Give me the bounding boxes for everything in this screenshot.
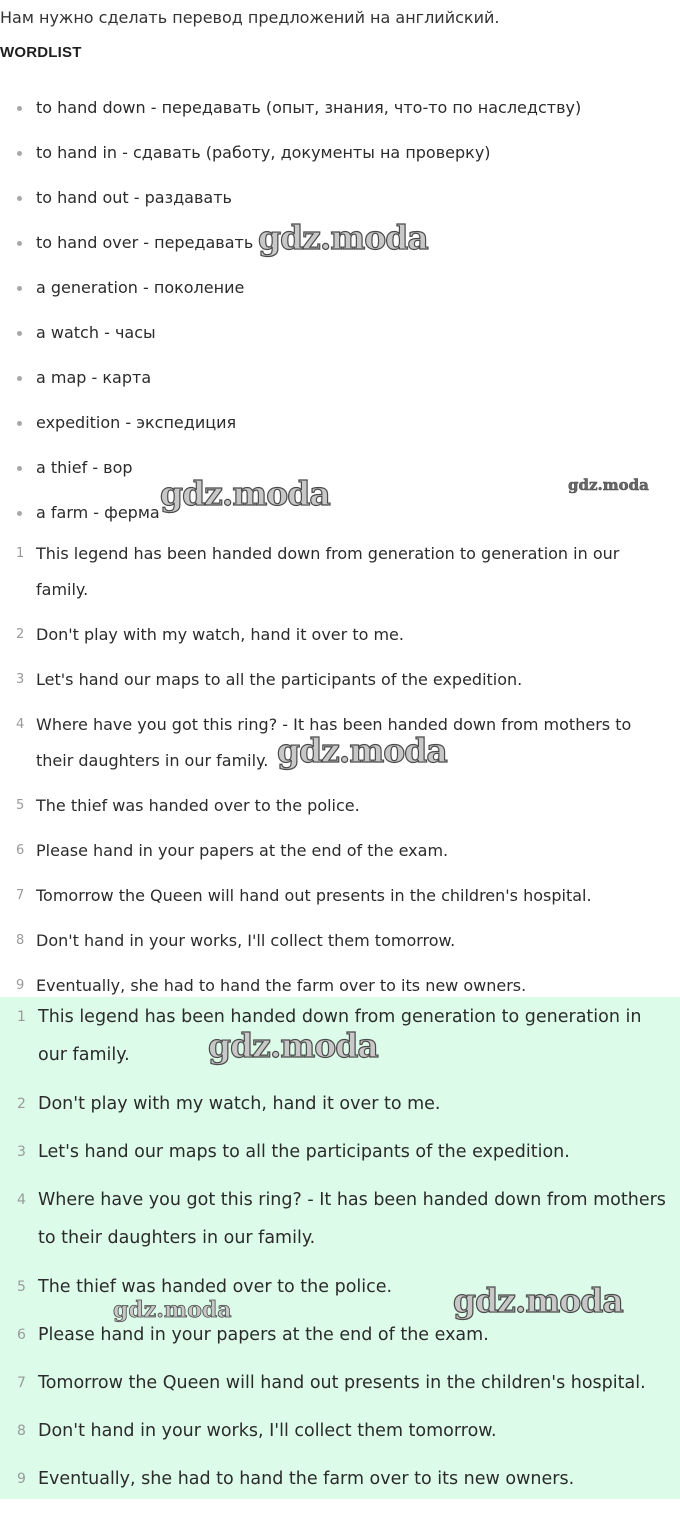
answer-text: Please hand in your papers at the end of the exam. [38,1325,489,1345]
sentence-item [0,878,680,923]
intro-text: Нам нужно сделать перевод предложений на английский. [0,8,500,27]
answer-item [0,1460,680,1508]
wordlist-item [0,186,581,231]
sentence-number: 3 [16,672,25,687]
bullet-icon [17,376,22,381]
answer-number: 5 [17,1279,26,1295]
answer-number: 4 [17,1192,26,1208]
wordlist-item-text: a generation - поколение [36,278,245,297]
sentence-text: Please hand in your papers at the end of the exam. [36,841,449,860]
answer-item [0,1316,680,1364]
sentence-number: 8 [16,933,25,948]
sentence-text: Don't play with my watch, hand it over to me. [36,625,404,644]
bullet-icon [17,106,22,111]
wordlist-item [0,366,581,411]
answer-item [0,1364,680,1412]
wordlist-item [0,96,581,141]
answer-number: 1 [17,1009,26,1025]
sentence-item [0,923,680,968]
wordlist-item [0,141,581,186]
answer-text: Where have you got this ring? - It has been handed down from mothers to their daughters in our family. [38,1190,666,1248]
wordlist-item-text: expedition - экспедиция [36,413,237,432]
answer-text: Eventually, she had to hand the farm over to its new owners. [38,1469,575,1489]
sentence-item [0,707,680,788]
wordlist-item [0,231,581,276]
answer-text: Let's hand our maps to all the participants of the expedition. [38,1142,570,1162]
sentence-text: Let's hand our maps to all the participants of the expedition. [36,670,523,689]
answer-text: Tomorrow the Queen will hand out presents in the children's hospital. [38,1373,646,1393]
wordlist-item [0,321,581,366]
sentence-text: Eventually, she had to hand the farm over to its new owners. [36,976,527,995]
bullet-icon [17,511,22,516]
bullet-icon [17,241,22,246]
wordlist-item-text: to hand down - передавать (опыт, знания, что-то по наследству) [36,98,582,117]
bullet-icon [17,151,22,156]
bullet-icon [17,466,22,471]
answer-list [0,998,680,1508]
sentence-number: 1 [16,546,25,561]
answer-number: 7 [17,1375,26,1391]
wordlist-item [0,456,581,501]
watermark: gdz.moda [113,1297,232,1323]
watermark: gdz.moda [208,1026,378,1065]
sentence-number: 9 [16,978,25,993]
sentence-text: The thief was handed over to the police. [36,796,360,815]
wordlist-item-text: to hand over - передавать [36,233,254,252]
sentence-text: Where have you got this ring? - It has been handed down from mothers to their daughters in our family. [36,715,632,770]
sentence-item [0,788,680,833]
answer-text: This legend has been handed down from generation to generation in our family. [38,1007,642,1065]
bullet-icon [17,421,22,426]
wordlist-item [0,411,581,456]
answer-number: 8 [17,1423,26,1439]
watermark: gdz.moda [277,731,447,770]
answer-item [0,1181,680,1268]
answer-text: Don't hand in your works, I'll collect them tomorrow. [38,1421,497,1441]
watermark: gdz.moda [568,476,649,494]
answer-item [0,1268,680,1316]
wordlist-item-text: a watch - часы [36,323,156,342]
sentence-item [0,617,680,662]
answer-number: 2 [17,1096,26,1112]
bullet-icon [17,286,22,291]
sentence-number: 7 [16,888,25,903]
bullet-icon [17,196,22,201]
watermark: gdz.moda [160,474,330,513]
wordlist-heading: WORDLIST [0,44,82,61]
answer-item [0,998,680,1085]
sentence-item [0,536,680,617]
answer-item [0,1133,680,1181]
sentence-list [0,536,680,1013]
wordlist-item-text: a map - карта [36,368,152,387]
answer-item [0,1085,680,1133]
wordlist-item-text: to hand out - раздавать [36,188,232,207]
answer-number: 9 [17,1471,26,1487]
bullet-icon [17,331,22,336]
wordlist-item [0,276,581,321]
sentence-number: 5 [16,798,25,813]
answer-text: The thief was handed over to the police. [38,1277,393,1297]
wordlist [0,96,581,546]
answer-text: Don't play with my watch, hand it over to me. [38,1094,441,1114]
sentence-text: This legend has been handed down from generation to generation in our family. [36,544,620,599]
sentence-number: 6 [16,843,25,858]
sentence-text: Don't hand in your works, I'll collect them tomorrow. [36,931,456,950]
sentence-number: 2 [16,627,25,642]
wordlist-item-text: a thief - вор [36,458,133,477]
watermark: gdz.moda [453,1281,623,1320]
watermark: gdz.moda [258,218,428,257]
sentence-text: Tomorrow the Queen will hand out presents in the children's hospital. [36,886,592,905]
wordlist-item-text: a farm - ферма [36,503,160,522]
answer-block [0,997,680,1499]
sentence-number: 4 [16,717,25,732]
answer-number: 6 [17,1327,26,1343]
answer-number: 3 [17,1144,26,1160]
sentence-item [0,662,680,707]
sentence-item [0,833,680,878]
answer-item [0,1412,680,1460]
wordlist-item-text: to hand in - сдавать (работу, документы на проверку) [36,143,491,162]
